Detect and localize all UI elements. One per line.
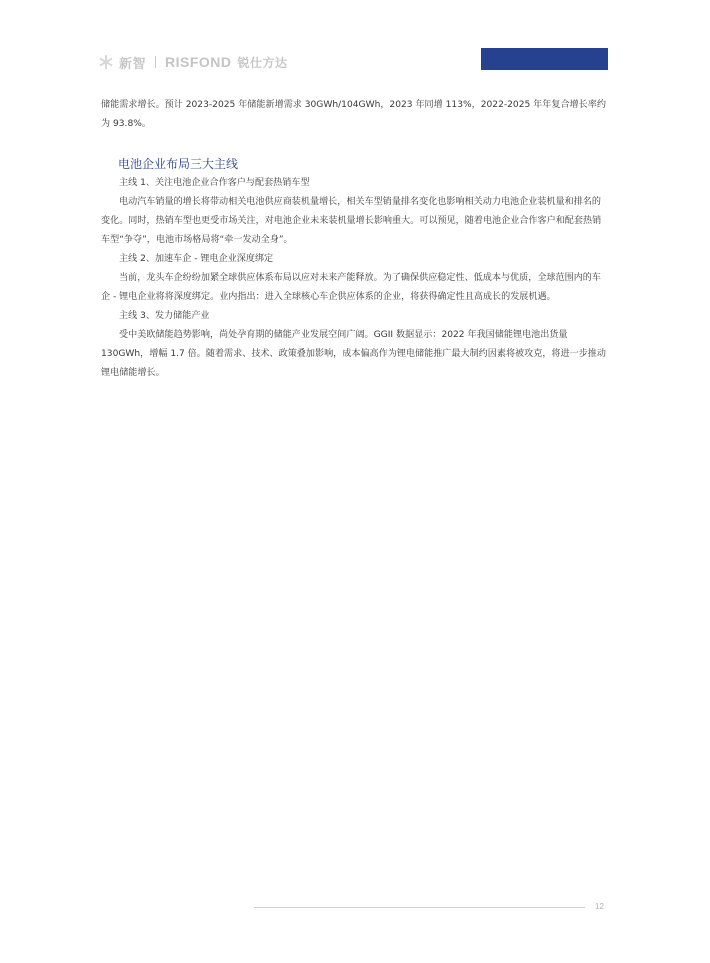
logo-cn: 锐仕方达 <box>237 55 288 70</box>
line1-heading: 主线 1、关注电池企业合作客户与配套热销车型 <box>119 178 310 188</box>
section-title: 电池企业布局三大主线 <box>118 157 239 171</box>
page-number: 12 <box>595 902 604 911</box>
line2-body: 当前，龙头车企纷纷加紧全球供应体系布局以应对未来产能释放。为了确保供应稳定性、低成本与优质，全球范围内的车企 - 锂电企业将将深度绑定。业内指出：进入全球核心车企供应体系的企业，将获得确定性且高成长的发展机遇。 <box>101 273 601 302</box>
header-logo <box>99 53 288 71</box>
section-body <box>101 174 610 383</box>
logo-separator <box>155 56 156 68</box>
logo-xinzhi: 新智 <box>119 56 147 72</box>
paragraph-text: 储能需求增长。预计 2023-2025 年储能新增需求 30GWh/104GWh，2023 年同增 113%，2022-2025 年年复合增长率约为 93.8%。 <box>101 100 606 129</box>
logo-risfond: RISFOND <box>165 54 232 70</box>
logo-mark-icon <box>99 55 113 69</box>
footer-divider <box>254 907 585 908</box>
line3-body: 受中美欧储能趋势影响，尚处孕育期的储能产业发展空间广阔。GGII 数据显示：2022 年我国储能锂电池出货量 130GWh，增幅 1.7 倍。随着需求、技术、政策叠加影响，成本偏高作为锂电储能推广最大制约因素将被攻克，将进一步推动锂电储能增长。 <box>101 330 606 378</box>
line2-heading: 主线 2、加速车企 - 锂电企业深度绑定 <box>119 254 274 264</box>
line3-heading: 主线 3、发力储能产业 <box>119 311 210 321</box>
header-accent-bar <box>481 48 608 70</box>
intro-paragraph <box>101 96 610 134</box>
line1-body: 电动汽车销量的增长将带动相关电池供应商装机量增长，相关车型销量排名变化也影响相关动力电池企业装机量和排名的变化。同时，热销车型也更受市场关注，对电池企业未来装机量增长影响重大。可以预见，随着电池企业合作客户和配套热销车型“争夺”，电池市场格局将“牵一发动全身”。 <box>101 197 602 245</box>
